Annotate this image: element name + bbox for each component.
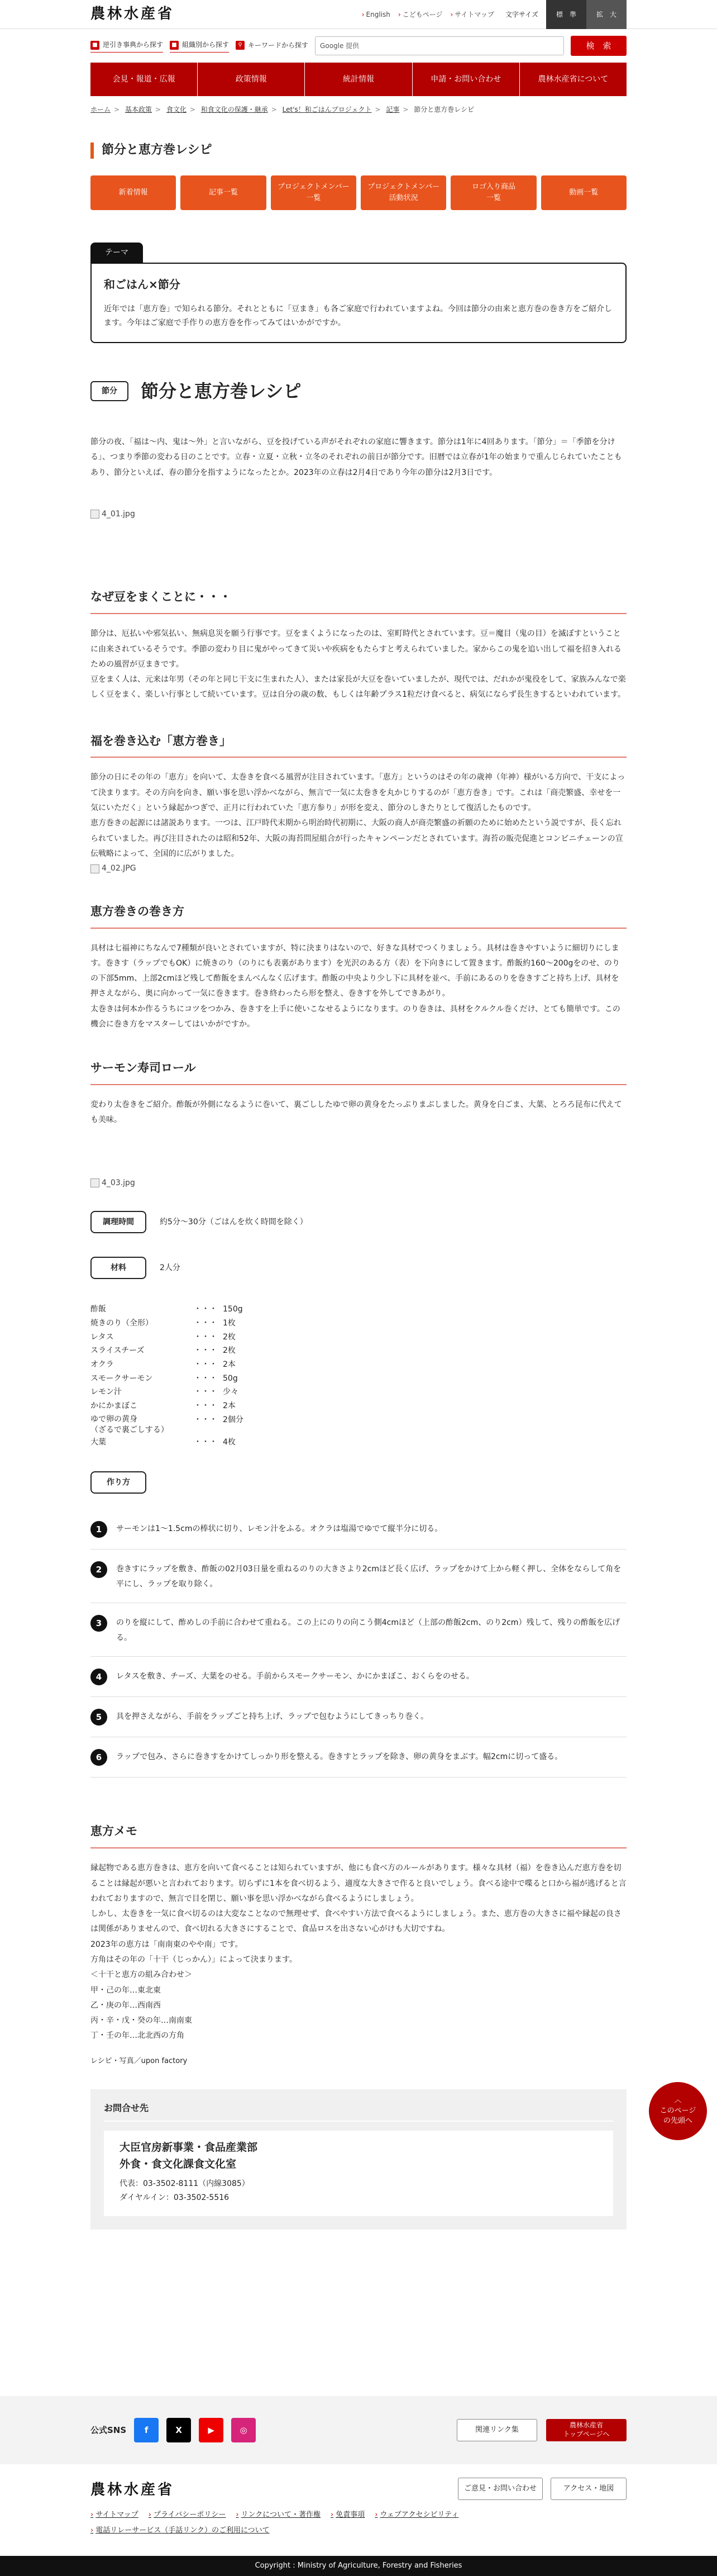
sns-bar xyxy=(0,2396,717,2464)
ingredient-row: 大葉 ・・・ 4枚 xyxy=(90,1438,236,1447)
subnav-news[interactable]: 新着情報 xyxy=(90,175,176,210)
ingredients-label: 材料 xyxy=(90,1257,146,1279)
ingredient-row: 焼きのり（全形） ・・・ 1枚 xyxy=(90,1318,236,1328)
contact-box xyxy=(90,2089,627,2230)
contact-dept: 大臣官房新事業・食品産業部 xyxy=(120,2141,258,2154)
footer xyxy=(0,2396,717,2576)
step-item: 5 具を押さえながら、手前をラップごと持ち上げ、ラップで包むようにしてきっちり巻く。 xyxy=(90,1697,627,1737)
article-title: 節分と恵方巻レシピ xyxy=(141,381,302,402)
method-label: 作り方 xyxy=(90,1471,146,1494)
font-large-button[interactable]: 拡 大 xyxy=(586,0,627,29)
search-by-organization-link[interactable]: ■ 組織別から探す xyxy=(170,39,229,53)
ingredient-row: オクラ ・・・ 2本 xyxy=(90,1360,236,1369)
search-button[interactable]: 検 索 xyxy=(571,36,627,56)
contact-tel-direct: ダイヤルイン：03-3502-5516 xyxy=(120,2193,230,2203)
section-text: 太巻きは何本か作るうちにコツをつかみ、巻きすを上手に使いこなせるようになります。のり巻きは、具材をクルクル巻くだけ、とても簡単です。この機会に巻き方をマスターしてはいかがですか。 xyxy=(90,1004,620,1029)
arrow-up-icon: ︿ xyxy=(674,2095,682,2104)
step-item: 4 レタスを敷き、チーズ、大葉をのせる。手前からスモークサーモン、かにかまぼこ、おくらをのせる。 xyxy=(90,1657,627,1697)
memo-text: 方角はその年の「十干（じっかん）」によって決まります。 xyxy=(90,1955,297,1964)
gnav-statistics[interactable]: 統計情報 xyxy=(305,63,412,96)
subnav-logo-products[interactable]: ロゴ入り商品 一覧 xyxy=(451,175,536,210)
header-links xyxy=(362,0,627,29)
ingredient-row: レタス ・・・ 2枚 xyxy=(90,1332,236,1342)
theme-text: 近年では「恵方巻」で知られる節分。それとともに「豆まき」も各ご家庭で行われていますよね。今回は節分の由来と恵方巻の巻き方をご紹介します。今年はご家庭で手作りの恵方巻を作ってみてはいかがですか。 xyxy=(104,305,612,327)
sub-nav xyxy=(90,175,627,210)
ingredient-row: 酢飯 ・・・ 150g xyxy=(90,1305,243,1314)
global-nav xyxy=(90,63,627,96)
ingredients-list xyxy=(90,1304,627,1449)
top-page-button[interactable]: 農林水産省 トップページへ xyxy=(546,2419,627,2441)
article-image-2: 4_02.JPG xyxy=(90,862,627,876)
footer-links xyxy=(90,2509,627,2538)
section-heading-ehomaki: 福を巻き込む「恵方巻き」 xyxy=(90,731,627,758)
ingredient-row: ゆで卵の黄身 （ざるで裏ごしする） ・・・ 2個分 xyxy=(90,1414,243,1434)
search-bar xyxy=(90,29,627,63)
section-heading-how-to-roll: 恵方巻きの巻き方 xyxy=(90,901,627,929)
cooking-time xyxy=(90,1211,627,1233)
site-logo[interactable]: 農林水産省 xyxy=(90,6,175,23)
section-text: 節分は、厄払いや邪気払い、無病息災を願う行事です。豆をまくようになったのは、室町時代とされています。豆＝魔目（鬼の目）を滅ぼすということに由来されているそうです。季節の変わり目に鬼がやってきて災いや疾病をもたらすと考えられていました。家からこの鬼を追い出して福を招き入れるための風習が豆まきです。 xyxy=(90,629,622,669)
ingredient-row: レモン汁 ・・・ 少々 xyxy=(90,1387,238,1397)
page-title: 節分と恵方巻レシピ xyxy=(90,142,627,159)
broken-image-icon xyxy=(90,510,99,519)
subnav-videos[interactable]: 動画一覧 xyxy=(541,175,627,210)
memo-list-item: 丙・辛・戊・癸の年…南南東 xyxy=(90,2016,192,2026)
section-text: 恵方巻きの起源には諸説あります。一つは、江戸時代末期から明治時代初期に、大阪の商人が商売繁盛の祈願のために始めたという説ですが、長く忘れられていました。再び注目されたのは昭和52年、大阪の海苔問屋組合が行ったキャンペーンだとされています。海苔の販売促進とコンビニチェーンの宣伝戦略によって、全国的に広がりました。 xyxy=(90,819,623,858)
article-title-row xyxy=(90,376,627,407)
crumb-home[interactable]: ホーム xyxy=(90,106,111,113)
cooking-time-value: 約5分〜30分（ごはんを炊く時間を除く） xyxy=(160,1217,308,1227)
section-text: 具材は七福神にちなんで7種類が良いとされていますが、特に決まりはないので、好きな具材でつくりましょう。具材は巻きやすいように細切りにします。巻きす（ラップでもOK）に焼きのり（のりにも表裏があります）を光沢のある方（表）を下向きにして置きます。酢飯約160〜200gをのせ、のりの下部5mm、上部2cmほど残して酢飯をまんべんなく広げます。酢飯の中央より少し下に具材を並べ、手前にあるのりを巻きすごと持ち上げ、具材を押さえながら、奥に向かって一気に巻きます。巻き終わったら形を整え、巻きすを外してできあがり。 xyxy=(90,943,620,999)
theme-box xyxy=(90,243,627,344)
x-icon[interactable]: X xyxy=(166,2418,191,2442)
facebook-icon[interactable]: f xyxy=(134,2418,159,2442)
site-header xyxy=(0,0,717,29)
crumb-project[interactable]: Let's！和ごはんプロジェクト xyxy=(282,106,372,113)
font-size-label: 文字サイズ xyxy=(505,10,538,18)
step-item: 3 のりを縦にして、酢めしの手前に合わせて重ねる。この上にのりの向こう側4cmほど（上部の酢飯2cm、のり2cm）残して、残りの酢飯を広げる。 xyxy=(90,1603,627,1657)
page-top-button[interactable]: ︿ このページ の先頭へ xyxy=(649,2082,707,2140)
memo-text: 2023年の恵方は「南南東のやや南」です。 xyxy=(90,1940,243,1949)
sns-label: 公式SNS xyxy=(90,2425,127,2435)
article-intro: 節分の夜、「福は〜内、鬼は〜外」と言いながら、豆を投げている声がそれぞれの家庭に響きます。節分は1年に4回あります。「節分」＝「季節を分ける」、つまり季節の変わる日のことです。立春・立夏・立秋・立冬のそれぞれの前日が節分です。旧暦では立春が1年の始まりで重んじられていたこともあり、節分といえば、春の節分を指すようになったとか。2023年の立春は2月4日であり今年の節分は2月3日です。 xyxy=(90,438,622,477)
subnav-members[interactable]: プロジェクトメンバー 一覧 xyxy=(271,175,356,210)
ingredient-row: スモークサーモン ・・・ 50g xyxy=(90,1373,238,1383)
contact-division: 外食・食文化課食文化室 xyxy=(120,2157,237,2170)
book-icon: ■ xyxy=(90,41,99,50)
article-tag: 節分 xyxy=(90,381,128,402)
article-image-3: 4_03.jpg xyxy=(90,1176,627,1190)
keyword-search-label: ⚲ キーワードから探す xyxy=(236,40,308,53)
theme-tab: テーマ xyxy=(90,243,143,263)
recipe-credit: レシピ・写真／upon factory xyxy=(90,2056,188,2065)
crumb-current: 節分と恵方巻レシピ xyxy=(414,106,474,113)
step-item: 2 巻きすにラップを敷き、酢飯の02月03日量を重ねるのりの大きさより2cmほど長く広げ、ラップをかけて上から軽く押し、全体をならして角を平にし、ラップを取り除く。 xyxy=(90,1550,627,1603)
section-text: 変わり太巻きをご紹介。酢飯が外側になるように巻いて、裏ごししたゆで卵の黄身をたっぷりまぶしました。黄身を白ごま、大葉、とろろ昆布に代えても美味。 xyxy=(90,1100,622,1125)
memo-text: ＜十干と恵方の組み合わせ＞ xyxy=(90,1970,192,1980)
memo-list-item: 丁・壬の年…北北西の方角 xyxy=(90,2031,184,2041)
memo-text: 縁起物である恵方巻きは、恵方を向いて食べることは知られていますが、他にも食べ方のルールがあります。様々な具材（福）を巻き込んだ恵方巻を切ることは縁起が悪いと言われております。切らずに1本を食べ切るよう、適度な大きさで作ると良いでしょう。食べる途中で喋ると口から福が逃げると言われておりますので、無言で目を閉じ、願い事を思い浮かべながら食べるようにしましょう。 xyxy=(90,1864,627,1903)
gnav-policy[interactable]: 政策情報 xyxy=(198,63,305,96)
subnav-member-activity[interactable]: プロジェクトメンバー 活動状況 xyxy=(361,175,446,210)
footer-privacy-link[interactable]: › プライバシーポリシー xyxy=(149,2509,226,2522)
broken-image-icon xyxy=(90,1178,99,1187)
related-links-button[interactable]: 関連リンク集 xyxy=(457,2419,537,2441)
crumb-food-culture[interactable]: 食文化 xyxy=(166,106,187,113)
broken-image-icon xyxy=(90,864,99,873)
search-icon: ⚲ xyxy=(236,41,245,50)
subnav-articles[interactable]: 記事一覧 xyxy=(180,175,266,210)
footer-logo[interactable]: 農林水産省 xyxy=(90,2482,175,2498)
footer-relay-service-link[interactable]: › 電話リレーサービス（手話リンク）のご利用について xyxy=(90,2525,270,2537)
contact-heading: お問合せ先 xyxy=(104,2100,613,2122)
youtube-icon[interactable]: ▶ xyxy=(199,2418,223,2442)
gnav-application[interactable]: 申請・お問い合わせ xyxy=(413,63,520,96)
footer-copyright-link[interactable]: › リンクについて・著作権 xyxy=(236,2509,321,2522)
footer-disclaimer-link[interactable]: › 免責事項 xyxy=(331,2509,365,2522)
step-item: 6 ラップで包み、さらに巻きすをかけてしっかり形を整える。巻きすとラップを除き、卵の黄身をまぶす。幅2cmに切って盛る。 xyxy=(90,1737,627,1777)
memo-text: しかし、太巻きを一気に食べ切るのは大変なことなので無理せず、食べやすい方法で食べるようにしましょう。また、恵方巻の大きさに福や縁起の良さは関係がありませんので、食べ切れる大きさにすることで、食品ロスを出さない心がけも大切ですね。 xyxy=(90,1909,622,1934)
ingredients-header xyxy=(90,1257,627,1279)
footer-sitemap-link[interactable]: › サイトマップ xyxy=(90,2509,138,2522)
steps-list xyxy=(90,1509,627,1777)
crumb-washoku[interactable]: 和食文化の保護・継承 xyxy=(200,106,268,113)
sitemap-link[interactable]: › サイトマップ xyxy=(450,9,494,21)
theme-heading: 和ごはん×節分 xyxy=(104,278,180,292)
crumb-articles[interactable]: 記事 xyxy=(386,106,400,113)
cooking-time-label: 調理時間 xyxy=(90,1211,146,1233)
section-text: 節分の日にその年の「恵方」を向いて、太巻きを食べる風習が注目されています。「恵方」というのはその年の歳神（年神）様がいる方向で、干支によって決まります。その方向を向き、願い事を思い浮かべながら、無言で一気に太巻きを丸かじりするのが「恵方巻き」です。これは「商売繁盛、幸せを一気にいただく」という縁起かつぎで、正月に行われていた「恵方参り」が形を変え、節分のしきたりとして復活したものです。 xyxy=(90,773,625,813)
contact-tel-main: 代表：03-3502-8111（内線3085） xyxy=(120,2179,250,2188)
contact-button[interactable]: ご意見・お問い合わせ xyxy=(458,2478,543,2500)
section-heading-why-beans: なぜ豆をまくことに・・・ xyxy=(90,587,627,614)
font-standard-button[interactable]: 標 準 xyxy=(546,0,586,29)
ingredient-row: スライスチーズ ・・・ 2枚 xyxy=(90,1346,236,1356)
memo-list-item: 甲・己の年…東北東 xyxy=(90,1985,161,1995)
step-item: 1 サーモンは1〜1.5cmの棒状に切り、レモン汁をふる。オクラは塩湯でゆでて縦半分に切る。 xyxy=(90,1509,627,1550)
search-by-dictionary-link[interactable]: ■ 逆引き事典から探す xyxy=(90,39,163,53)
english-link[interactable]: › English xyxy=(362,9,390,21)
org-icon: ■ xyxy=(170,41,179,50)
ingredient-row: かにかまぼこ ・・・ 2本 xyxy=(90,1401,236,1410)
access-button[interactable]: アクセス・地図 xyxy=(551,2478,627,2500)
memo-list-item: 乙・庚の年…西南西 xyxy=(90,2000,161,2010)
footer-accessibility-link[interactable]: › ウェブアクセシビリティ xyxy=(375,2509,458,2522)
gnav-press[interactable]: 会見・報道・広報 xyxy=(90,63,198,96)
section-text: 豆をまく人は、元来は年男（その年と同じ干支に生まれた人）、または家長が大豆を巻いていましたが、現代では、だれかが鬼役をして、家族みんなで楽しく豆をまく、楽しい行事として続いています。豆は自分の歳の数、もしくは年齢プラス1粒だけ食べると、病気にならず長生きするといわれています。 xyxy=(90,675,626,700)
crumb-basic-policy[interactable]: 基本政策 xyxy=(125,106,152,113)
gnav-about[interactable]: 農林水産省について xyxy=(520,63,627,96)
section-heading-salmon-roll: サーモン寿司ロール xyxy=(90,1058,627,1085)
copyright: Copyright : Ministry of Agriculture, Forestry and Fisheries xyxy=(0,2556,717,2576)
article-image-1: 4_01.jpg xyxy=(90,507,627,521)
instagram-icon[interactable]: ◎ xyxy=(231,2418,256,2442)
section-heading-memo: 恵方メモ xyxy=(90,1821,627,1848)
servings-value: 2人分 xyxy=(160,1263,180,1272)
search-input[interactable]: Google 提供 xyxy=(315,36,564,55)
breadcrumb: ホーム > 基本政策 > 食文化 > 和食文化の保護・継承 > Let's！和ごはんプロジェクト > 記事 > 節分と恵方巻レシピ xyxy=(90,106,474,113)
kids-link[interactable]: › こどもページ xyxy=(398,9,443,21)
